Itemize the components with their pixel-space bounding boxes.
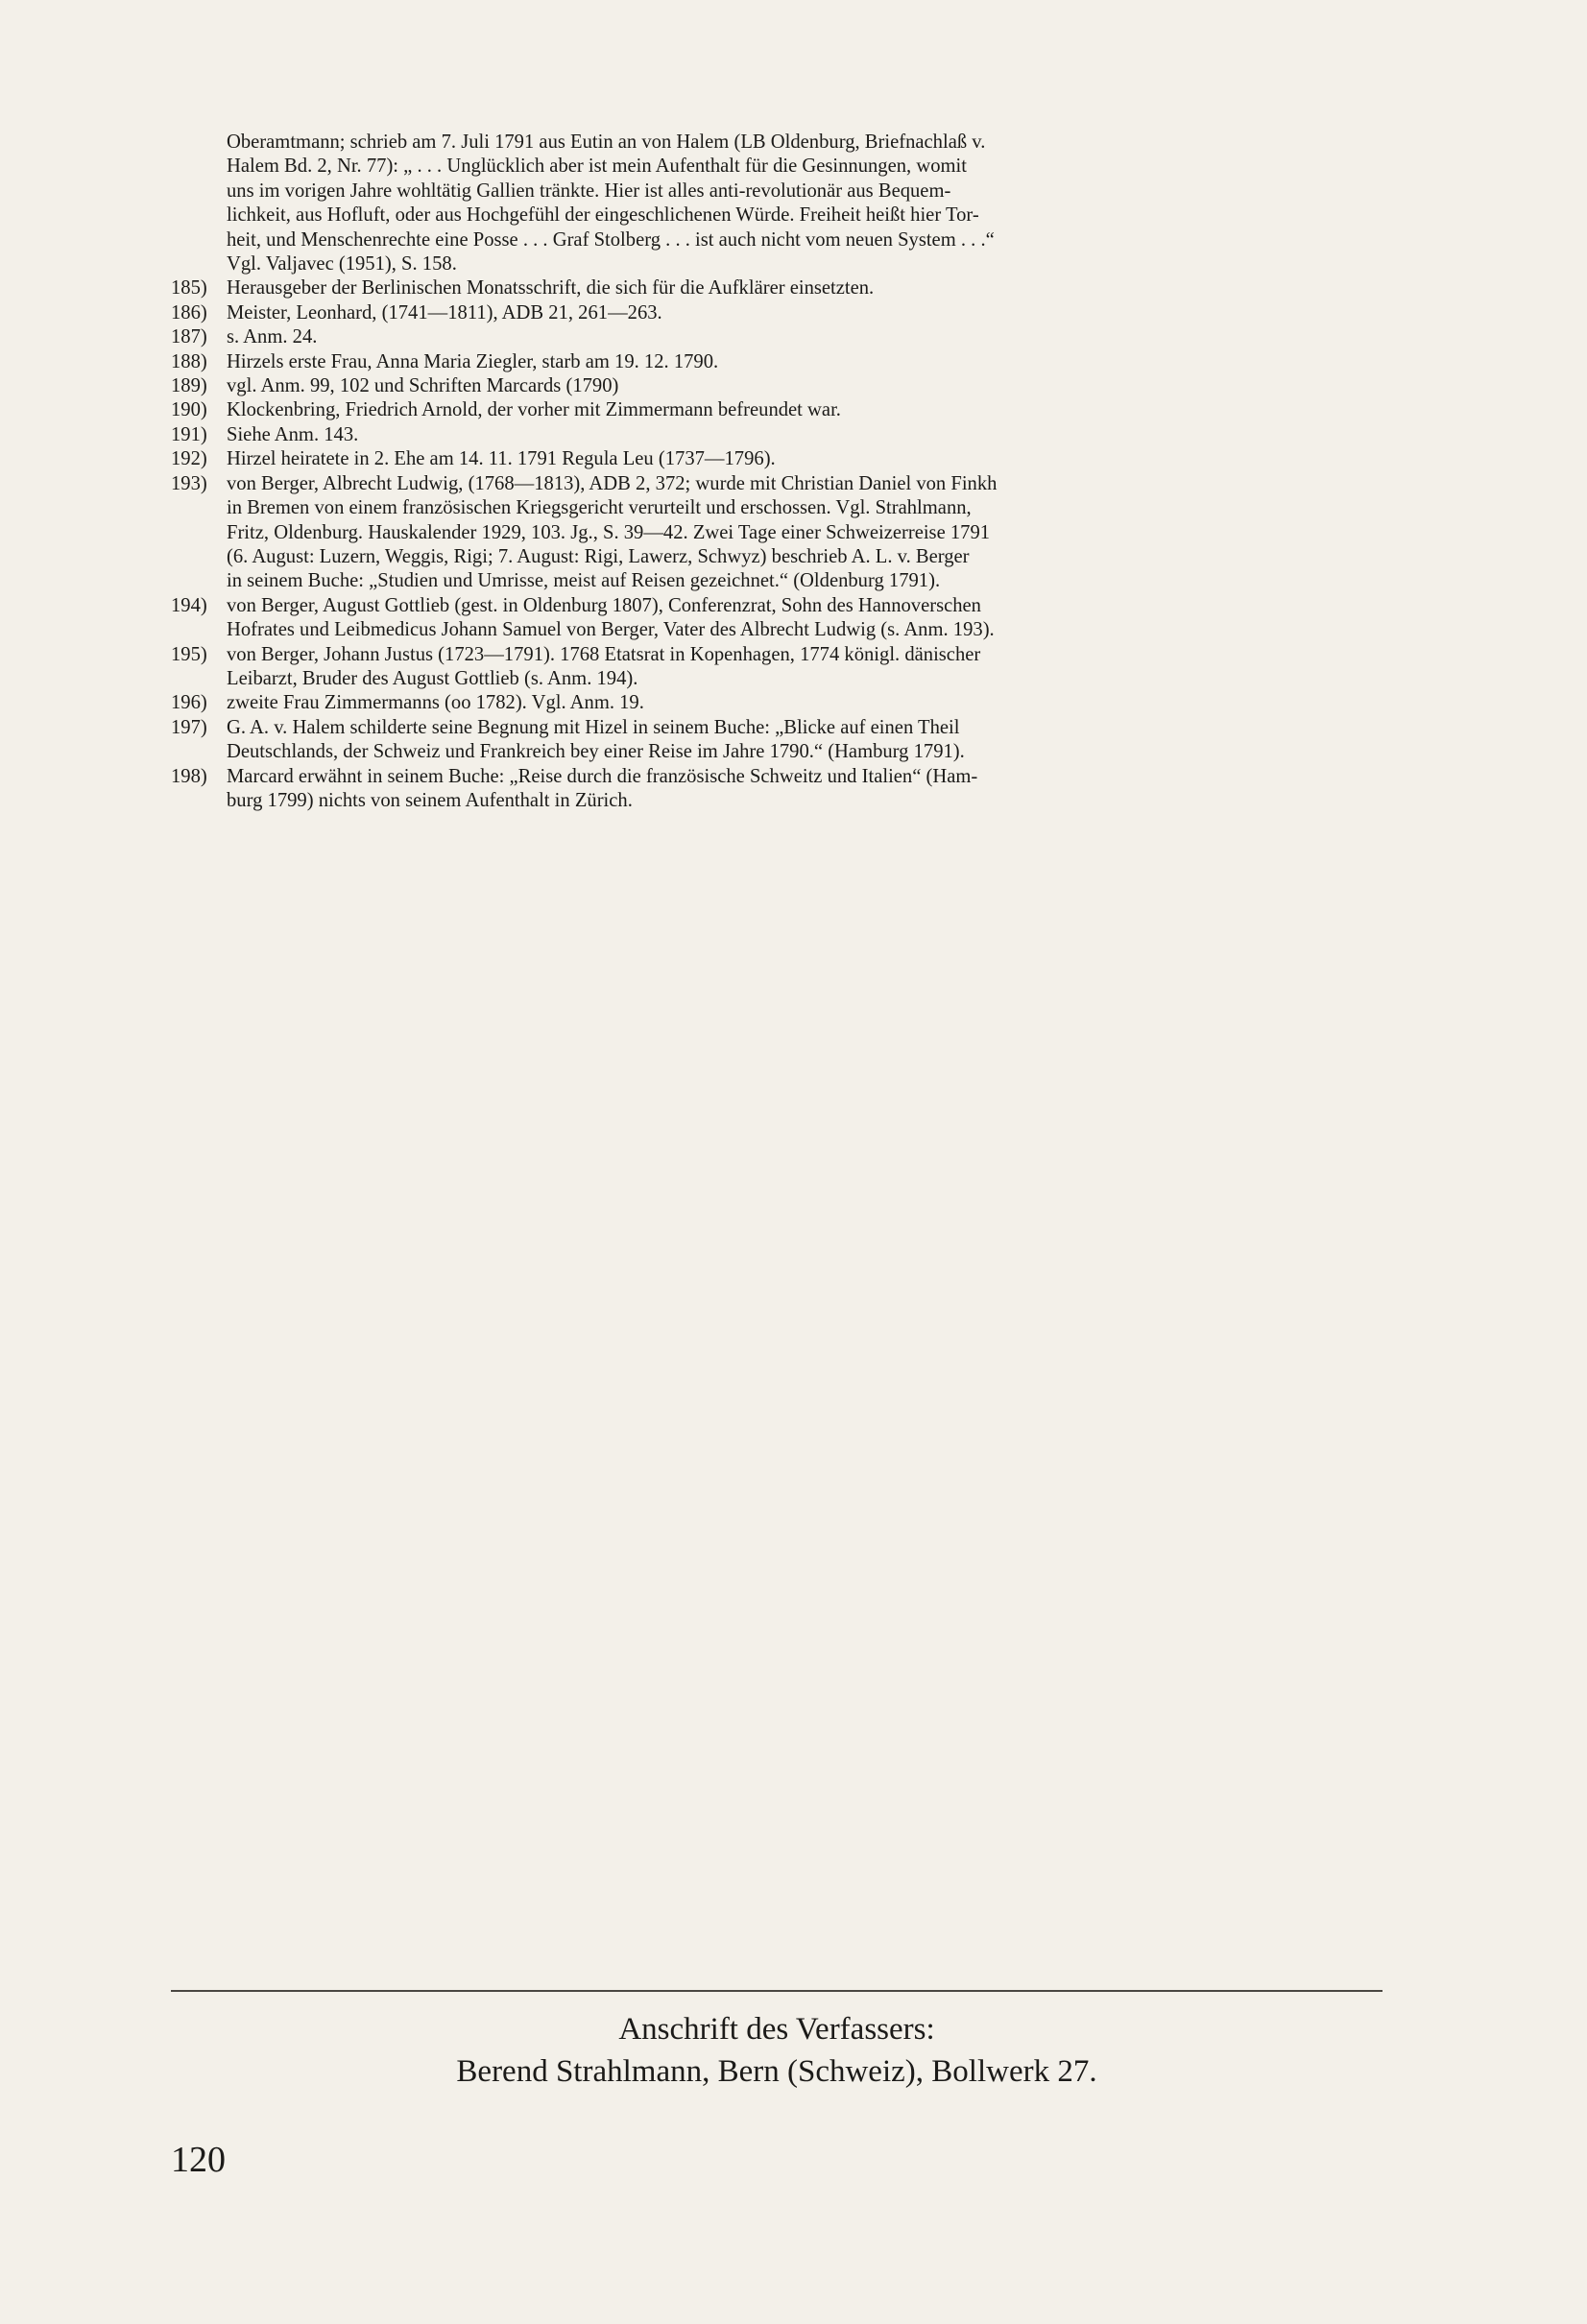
- footnote-line: heit, und Menschenrechte eine Posse . . . Graf Stolberg . . . ist auch nicht vom neuen System . . .“: [227, 228, 995, 251]
- footnote-198: [171, 765, 1383, 814]
- footnote-number: 198): [171, 765, 207, 787]
- footnote-number: 191): [171, 423, 207, 445]
- footnote-line: Siehe Anm. 143.: [227, 423, 359, 445]
- footnote-line: in Bremen von einem französischen Kriegsgericht verurteilt und erschossen. Vgl. Strahlmann,: [227, 497, 972, 519]
- footnote-line: zweite Frau Zimmermanns (oo 1782). Vgl. Anm. 19.: [227, 692, 644, 714]
- footnote-186: [171, 301, 1383, 325]
- footnote-number: 196): [171, 692, 207, 714]
- footnote-line: Halem Bd. 2, Nr. 77): „ . . . Unglücklich aber ist mein Aufenthalt für die Gesinnungen, womit: [227, 156, 967, 178]
- footnote-number: 187): [171, 326, 207, 348]
- footnote-195: [171, 643, 1383, 692]
- footnote-line: Vgl. Valjavec (1951), S. 158.: [227, 253, 457, 276]
- footnote-190: [171, 398, 1383, 422]
- footnote-line: Meister, Leonhard, (1741—1811), ADB 21, 261—263.: [227, 301, 662, 323]
- footnote-197: [171, 716, 1383, 765]
- footnote-line: Marcard erwähnt in seinem Buche: „Reise durch die französische Schweitz und Italien“ (Ham-: [227, 765, 978, 787]
- footnote-line: Klockenbring, Friedrich Arnold, der vorher mit Zimmermann befreundet war.: [227, 399, 841, 421]
- footnote-line: Fritz, Oldenburg. Hauskalender 1929, 103. Jg., S. 39—42. Zwei Tage einer Schweizerreise 1791: [227, 521, 991, 543]
- footnote-line: Herausgeber der Berlinischen Monatsschrift, die sich für die Aufklärer einsetzten.: [227, 277, 875, 299]
- footnote-number: 192): [171, 448, 207, 470]
- footnote-line: von Berger, August Gottlieb (gest. in Oldenburg 1807), Conferenzrat, Sohn des Hannoverschen: [227, 594, 981, 616]
- author-address: [171, 2008, 1383, 2093]
- footnote-line: Leibarzt, Bruder des August Gottlieb (s. Anm. 194).: [227, 667, 638, 689]
- footnote-number: 193): [171, 472, 207, 494]
- footnote-line: G. A. v. Halem schilderte seine Begnung mit Hizel in seinem Buche: „Blicke auf einen Theil: [227, 716, 960, 738]
- footnote-196: [171, 691, 1383, 715]
- footnote-number: 188): [171, 350, 207, 372]
- section-divider: [171, 1990, 1383, 1992]
- footnote-194: [171, 594, 1383, 643]
- footnote-continuation: [171, 131, 1383, 276]
- footnote-line: uns im vorigen Jahre wohltätig Gallien tränkte. Hier ist alles anti-revolutionär aus Bequem-: [227, 180, 951, 202]
- footnote-number: 197): [171, 716, 207, 738]
- page-number: 120: [171, 2140, 226, 2180]
- footnote-line: von Berger, Albrecht Ludwig, (1768—1813), ADB 2, 372; wurde mit Christian Daniel von Finkh: [227, 472, 998, 494]
- address-heading: Anschrift des Verfassers:: [618, 2012, 935, 2047]
- footnote-line: burg 1799) nichts von seinem Aufenthalt in Zürich.: [227, 789, 633, 811]
- footnote-line: (6. August: Luzern, Weggis, Rigi; 7. August: Rigi, Lawerz, Schwyz) beschrieb A. L. v. Berger: [227, 545, 970, 567]
- footnote-line: s. Anm. 24.: [227, 326, 318, 348]
- footnotes: [171, 131, 1383, 813]
- footnote-number: 185): [171, 277, 207, 299]
- footnote-line: in seinem Buche: „Studien und Umrisse, meist auf Reisen gezeichnet.“ (Oldenburg 1791).: [227, 570, 941, 592]
- footnote-number: 195): [171, 643, 207, 665]
- footnote-line: vgl. Anm. 99, 102 und Schriften Marcards (1790): [227, 375, 619, 397]
- footnote-line: Hirzel heiratete in 2. Ehe am 14. 11. 1791 Regula Leu (1737—1796).: [227, 448, 776, 470]
- footnote-line: Oberamtmann; schrieb am 7. Juli 1791 aus Eutin an von Halem (LB Oldenburg, Briefnachlaß v.: [227, 132, 986, 153]
- footnote-188: [171, 350, 1383, 374]
- footnote-number: 190): [171, 399, 207, 421]
- footnote-number: 186): [171, 301, 207, 323]
- footnote-193: [171, 472, 1383, 594]
- footnote-line: lichkeit, aus Hofluft, oder aus Hochgefühl der eingeschlichenen Würde. Freiheit heißt hier Tor-: [227, 204, 979, 227]
- footnote-line: Deutschlands, der Schweiz und Frankreich bey einer Reise im Jahre 1790.“ (Hamburg 1791).: [227, 741, 965, 763]
- footnote-number: 189): [171, 375, 207, 397]
- footnote-187: [171, 325, 1383, 349]
- footnote-189: [171, 374, 1383, 398]
- footnote-number: 194): [171, 594, 207, 616]
- footnote-line: von Berger, Johann Justus (1723—1791). 1768 Etatsrat in Kopenhagen, 1774 königl. dänischer: [227, 643, 981, 665]
- footnote-191: [171, 423, 1383, 447]
- footnote-line: Hofrates und Leibmedicus Johann Samuel von Berger, Vater des Albrecht Ludwig (s. Anm. 193).: [227, 619, 995, 641]
- footnote-line: Hirzels erste Frau, Anna Maria Ziegler, starb am 19. 12. 1790.: [227, 350, 719, 372]
- footnote-192: [171, 447, 1383, 471]
- footnote-185: [171, 276, 1383, 300]
- address-line: Berend Strahlmann, Bern (Schweiz), Bollwerk 27.: [456, 2054, 1097, 2089]
